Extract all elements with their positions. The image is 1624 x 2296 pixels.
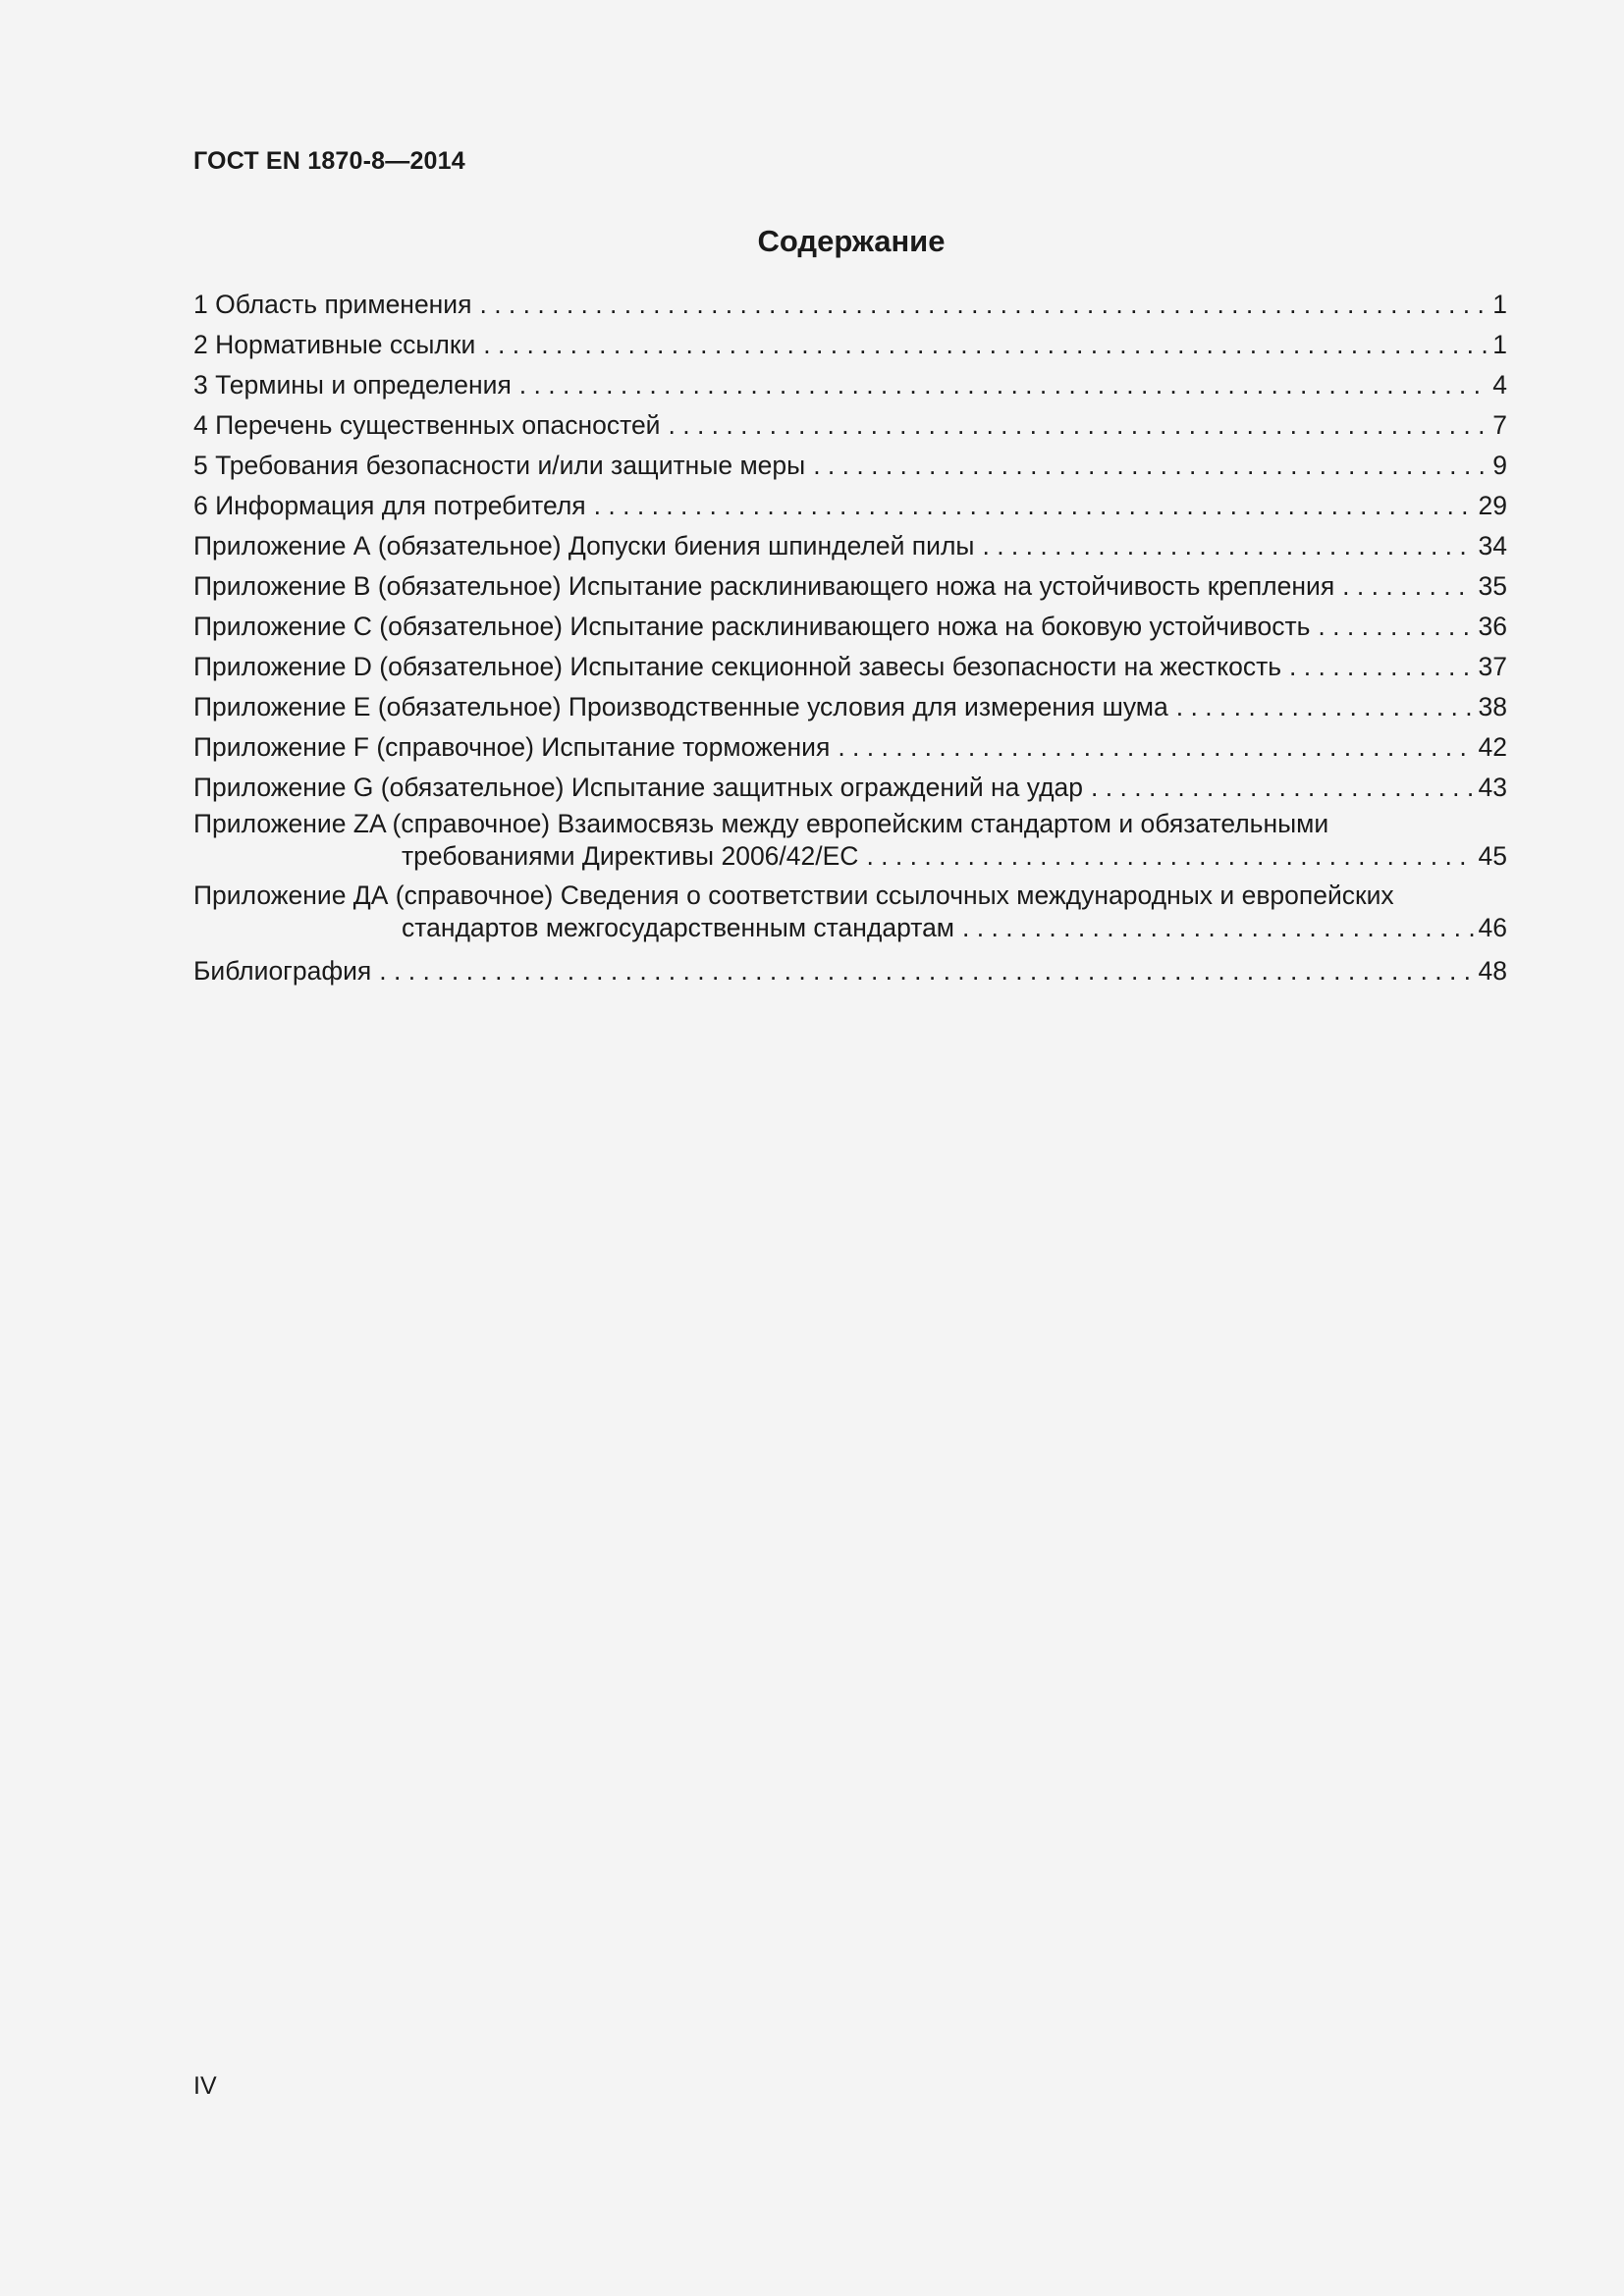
toc-entry[interactable] xyxy=(193,566,1507,607)
dot-leader xyxy=(1176,687,1475,727)
toc-entry[interactable] xyxy=(193,647,1507,687)
toc-entry-label: 1 Область применения xyxy=(193,290,472,319)
dot-leader xyxy=(982,526,1474,566)
toc-entry-page: 1 xyxy=(1492,330,1507,359)
toc-entry-label: 3 Термины и определения xyxy=(193,370,512,400)
toc-entry-page: 29 xyxy=(1478,491,1507,520)
toc-entry-label: Приложение С (обязательное) Испытание расклинивающего ножа на боковую устойчивость xyxy=(193,612,1311,641)
page-number: IV xyxy=(193,2072,217,2100)
dot-leader xyxy=(1342,566,1474,607)
toc-entry-label: Приложение F (справочное) Испытание торможения xyxy=(193,732,831,762)
toc-entry-label: Библиография xyxy=(193,956,372,986)
toc-entry[interactable] xyxy=(193,365,1507,405)
toc-entry-label-continuation: требованиями Директивы 2006/42/ЕС xyxy=(402,841,859,871)
toc-entry-label: Приложение D (обязательное) Испытание секционной завесы безопасности на жесткость xyxy=(193,652,1282,681)
toc-entry-label: 6 Информация для потребителя xyxy=(193,491,586,520)
toc-entry-page: 45 xyxy=(1478,841,1507,871)
toc-entry-page: 7 xyxy=(1492,410,1507,440)
toc-entry-label: Приложение В (обязательное) Испытание расклинивающего ножа на устойчивость крепления xyxy=(193,571,1335,601)
toc-entry-page: 9 xyxy=(1492,451,1507,480)
toc-entry[interactable] xyxy=(193,880,1507,951)
toc-entry-page: 48 xyxy=(1478,956,1507,986)
dot-leader xyxy=(813,446,1489,486)
toc-entry-label: Приложение Е (обязательное) Производственные условия для измерения шума xyxy=(193,692,1168,721)
toc-entry-label: Приложение ZA (справочное) Взаимосвязь между европейским стандартом и обязательными xyxy=(193,809,1329,838)
toc-entry-label: 4 Перечень существенных опасностей xyxy=(193,410,661,440)
dot-leader xyxy=(669,405,1489,446)
toc-entry-page: 46 xyxy=(1478,913,1507,942)
toc-entry-page: 43 xyxy=(1478,773,1507,802)
toc-entry[interactable] xyxy=(193,687,1507,727)
dot-leader xyxy=(519,365,1489,405)
toc-entry-label: Приложение А (обязательное) Допуски биения шпинделей пилы xyxy=(193,531,975,561)
toc-entry[interactable] xyxy=(193,727,1507,768)
toc-entry-page: 35 xyxy=(1478,571,1507,601)
toc-entry-page: 34 xyxy=(1478,531,1507,561)
document-code: ГОСТ EN 1870-8—2014 xyxy=(193,147,465,175)
toc-entry[interactable] xyxy=(193,607,1507,647)
dot-leader xyxy=(962,911,1474,944)
toc-entry[interactable] xyxy=(193,526,1507,566)
toc-entry[interactable] xyxy=(193,486,1507,526)
toc-entry-page: 1 xyxy=(1492,290,1507,319)
toc-entry[interactable] xyxy=(193,285,1507,325)
toc-entry[interactable] xyxy=(193,405,1507,446)
toc-entry[interactable] xyxy=(193,446,1507,486)
toc-entry-page: 42 xyxy=(1478,732,1507,762)
toc-title: Содержание xyxy=(757,224,946,258)
dot-leader xyxy=(866,839,1474,873)
toc-entry-label-continuation: стандартов межгосударственным стандартам xyxy=(402,913,955,942)
dot-leader xyxy=(838,727,1474,768)
toc-entry-page: 36 xyxy=(1478,612,1507,641)
dot-leader xyxy=(1318,607,1474,647)
dot-leader xyxy=(1289,647,1474,687)
toc-entry[interactable] xyxy=(193,951,1507,991)
toc-entry[interactable] xyxy=(193,325,1507,365)
toc-entry[interactable] xyxy=(193,768,1507,808)
toc-entry[interactable] xyxy=(193,808,1507,880)
toc-entry-label: 5 Требования безопасности и/или защитные меры xyxy=(193,451,806,480)
toc-entry-page: 37 xyxy=(1478,652,1507,681)
dot-leader xyxy=(594,486,1475,526)
dot-leader xyxy=(1091,768,1474,808)
toc-entry-page: 38 xyxy=(1478,692,1507,721)
toc-entry-label: Приложение G (обязательное) Испытание защитных ограждений на удар xyxy=(193,773,1084,802)
dot-leader xyxy=(379,951,1474,991)
table-of-contents xyxy=(193,285,1507,991)
toc-entry-label: Приложение ДА (справочное) Сведения о соответствии ссылочных международных и европейских xyxy=(193,881,1394,910)
toc-entry-page: 4 xyxy=(1492,370,1507,400)
dot-leader xyxy=(483,325,1489,365)
toc-entry-label: 2 Нормативные ссылки xyxy=(193,330,476,359)
dot-leader xyxy=(479,285,1489,325)
